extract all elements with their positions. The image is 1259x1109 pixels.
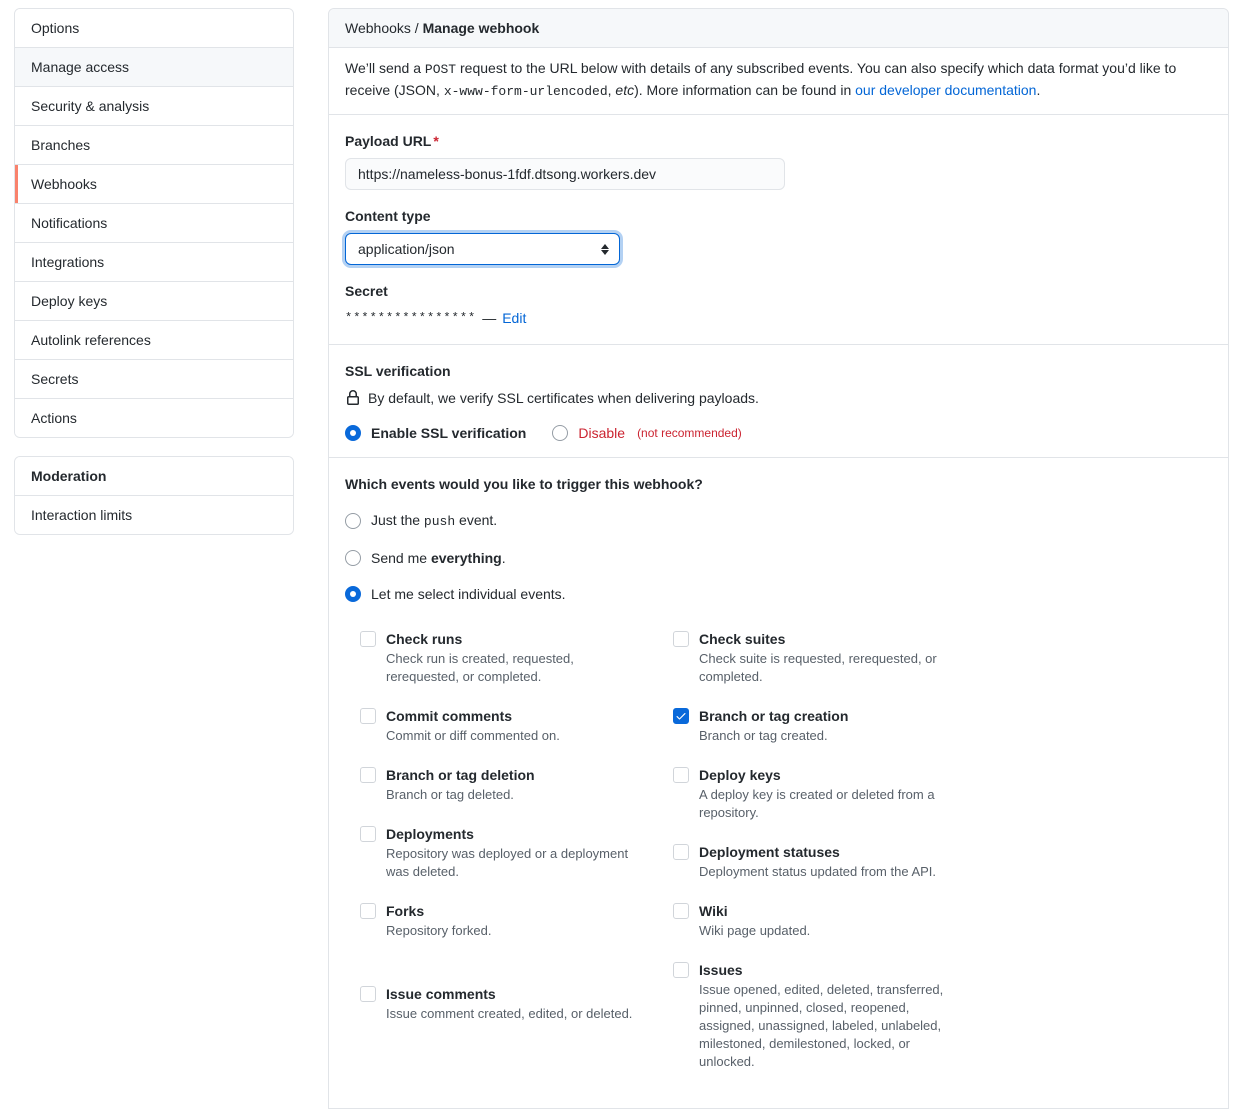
event-row[interactable] — [360, 630, 647, 649]
events-section — [329, 457, 1228, 1108]
event-description: Check run is created, requested, rerequested, or completed. — [386, 651, 574, 684]
disable-ssl-label: Disable — [578, 425, 626, 441]
event-title: Branch or tag creation — [699, 708, 849, 724]
sidebar-item-notifications[interactable]: Notifications — [15, 203, 293, 242]
ssl-description: By default, we verify SSL certificates when delivering payloads. — [368, 390, 759, 406]
event-row[interactable] — [360, 985, 647, 1004]
secret-masked-value: **************** — [345, 311, 477, 325]
send-everything-radio[interactable] — [345, 550, 361, 566]
event-description: Issue opened, edited, deleted, transferred, pinned, unpinned, closed, reopened, assigned, unassigned, labeled, unlabeled, milestoned, demilestoned, locked, or unlocked. — [699, 982, 944, 1069]
event-item-deployment-statuses — [673, 843, 986, 881]
content-type-selected-value: application/json — [358, 241, 455, 257]
event-title: Forks — [386, 903, 425, 919]
event-description: Check suite is requested, rerequested, or completed. — [699, 651, 937, 684]
secret-edit-link[interactable]: Edit — [502, 310, 527, 326]
ssl-verification-section — [329, 344, 1228, 457]
issues-checkbox[interactable] — [673, 962, 689, 978]
event-item-deployments — [360, 825, 673, 881]
event-row[interactable] — [673, 843, 960, 862]
payload-url-label-text: Payload URL — [345, 133, 432, 149]
required-asterisk: * — [433, 133, 439, 149]
event-item-issues — [673, 961, 986, 1071]
secret-label: Secret — [345, 283, 388, 299]
event-description: Repository forked. — [386, 923, 492, 938]
forks-checkbox[interactable] — [360, 903, 376, 919]
payload-url-label — [345, 131, 1212, 151]
breadcrumb-separator: / — [414, 20, 419, 36]
just-push-label: Just the push event. — [371, 512, 498, 529]
event-description: Wiki page updated. — [699, 923, 811, 938]
deployment-statuses-checkbox[interactable] — [673, 844, 689, 860]
moderation-nav-group — [14, 456, 294, 535]
event-title: Deployments — [386, 826, 474, 842]
manage-webhook-panel — [328, 8, 1229, 1109]
event-description: Repository was deployed or a deployment was deleted. — [386, 846, 629, 879]
branch-tag-creation-checkbox[interactable] — [673, 708, 689, 724]
intro-code-urlencoded: x-www-form-urlencoded — [443, 84, 608, 99]
intro-text: . — [1036, 82, 1041, 98]
secret-row — [345, 308, 1212, 328]
event-item-commit-comments — [360, 707, 673, 745]
payload-url-input[interactable] — [345, 158, 785, 190]
individual-events-label: Let me select individual events. — [371, 586, 566, 602]
intro-code-post: POST — [424, 62, 457, 77]
event-row[interactable] — [673, 630, 960, 649]
event-row[interactable] — [360, 825, 647, 844]
developer-documentation-link[interactable]: our developer documentation — [855, 82, 1037, 98]
lock-icon — [345, 390, 361, 406]
event-description: Deployment status updated from the API. — [699, 864, 937, 879]
enable-ssl-option — [345, 425, 526, 441]
select-caret-icon — [601, 244, 609, 255]
content-type-label: Content type — [345, 208, 431, 224]
enable-ssl-label: Enable SSL verification — [371, 425, 527, 441]
event-title: Issue comments — [386, 986, 496, 1002]
event-title: Check runs — [386, 631, 463, 647]
event-row[interactable] — [673, 766, 960, 785]
sidebar-item-options[interactable]: Options — [15, 9, 293, 47]
check-runs-checkbox[interactable] — [360, 631, 376, 647]
event-item-check-suites — [673, 630, 986, 686]
sidebar-item-actions[interactable]: Actions — [15, 398, 293, 437]
intro-text: , — [607, 82, 616, 98]
intro-etc: etc — [615, 82, 635, 98]
deployments-checkbox[interactable] — [360, 826, 376, 842]
sidebar-item-secrets[interactable]: Secrets — [15, 359, 293, 398]
event-title: Commit comments — [386, 708, 513, 724]
intro-text: request to the URL below with details of any subscribed events. You can also specify which data format you’d like to receive (JSON, — [345, 60, 1177, 98]
event-item-forks — [360, 902, 673, 940]
event-title: Wiki — [699, 903, 728, 919]
sidebar-item-deploy-keys[interactable]: Deploy keys — [15, 281, 293, 320]
sidebar-item-autolink-references[interactable]: Autolink references — [15, 320, 293, 359]
breadcrumb — [329, 9, 1228, 48]
content-type-select[interactable] — [345, 233, 620, 265]
commit-comments-checkbox[interactable] — [360, 708, 376, 724]
send-everything-label: Send me everything. — [371, 550, 506, 566]
sidebar-item-security-analysis[interactable]: Security & analysis — [15, 86, 293, 125]
event-title: Branch or tag deletion — [386, 767, 535, 783]
event-item-branch-tag-creation — [673, 707, 986, 745]
deploy-keys-checkbox[interactable] — [673, 767, 689, 783]
breadcrumb-current: Manage webhook — [422, 20, 540, 36]
event-row[interactable] — [360, 766, 647, 785]
ssl-section-title: SSL verification — [345, 363, 451, 379]
sidebar-item-manage-access[interactable]: Manage access — [15, 47, 293, 86]
event-option-everything — [345, 548, 1212, 568]
event-title: Deploy keys — [699, 767, 781, 783]
push-code: push — [423, 514, 456, 529]
disable-ssl-radio[interactable] — [552, 425, 568, 441]
event-description: A deploy key is created or deleted from a repository. — [699, 787, 935, 820]
event-item-check-runs — [360, 630, 673, 686]
sidebar-item-integrations[interactable]: Integrations — [15, 242, 293, 281]
webhook-config-section — [329, 115, 1228, 344]
event-description: Branch or tag deleted. — [386, 787, 514, 802]
issue-comments-checkbox[interactable] — [360, 986, 376, 1002]
moderation-group-header: Moderation — [15, 457, 293, 495]
event-title: Issues — [699, 962, 743, 978]
event-description: Issue comment created, edited, or deleted. — [386, 1006, 633, 1021]
event-item-wiki — [673, 902, 986, 940]
intro-text: We’ll send a — [345, 60, 425, 76]
sidebar-item-webhooks[interactable]: Webhooks — [15, 164, 293, 203]
event-item-branch-tag-deletion — [360, 766, 673, 804]
sidebar-item-branches[interactable]: Branches — [15, 125, 293, 164]
event-row[interactable] — [360, 902, 647, 921]
individual-events-radio[interactable] — [345, 586, 361, 602]
event-row[interactable] — [673, 961, 960, 980]
event-option-just-push — [345, 510, 1212, 532]
event-item-issue-comments — [360, 985, 673, 1023]
secret-separator: — — [482, 310, 497, 326]
event-description: Branch or tag created. — [699, 728, 828, 743]
event-checkbox-column-right — [673, 630, 986, 1092]
just-push-radio[interactable] — [345, 513, 361, 529]
intro-text: ). More information can be found in — [634, 82, 856, 98]
disable-ssl-note: (not recommended) — [637, 426, 742, 440]
disable-ssl-option — [552, 425, 741, 441]
event-row[interactable] — [360, 707, 647, 726]
event-option-individual — [345, 584, 1212, 604]
event-row[interactable] — [673, 707, 960, 726]
settings-nav-group — [14, 8, 294, 438]
event-row[interactable] — [673, 902, 960, 921]
wiki-checkbox[interactable] — [673, 903, 689, 919]
enable-ssl-radio[interactable] — [345, 425, 361, 441]
webhook-intro-text — [329, 48, 1228, 115]
events-question: Which events would you like to trigger this webhook? — [345, 476, 703, 492]
event-checkbox-column-left — [360, 630, 673, 1092]
event-description: Commit or diff commented on. — [386, 728, 560, 743]
settings-sidebar — [14, 8, 294, 535]
check-suites-checkbox[interactable] — [673, 631, 689, 647]
event-checkbox-grid — [360, 630, 1212, 1092]
event-title: Check suites — [699, 631, 786, 647]
breadcrumb-webhooks-link[interactable]: Webhooks — [345, 20, 411, 36]
event-title: Deployment statuses — [699, 844, 840, 860]
sidebar-item-interaction-limits[interactable]: Interaction limits — [15, 495, 293, 534]
event-item-deploy-keys — [673, 766, 986, 822]
branch-tag-deletion-checkbox[interactable] — [360, 767, 376, 783]
